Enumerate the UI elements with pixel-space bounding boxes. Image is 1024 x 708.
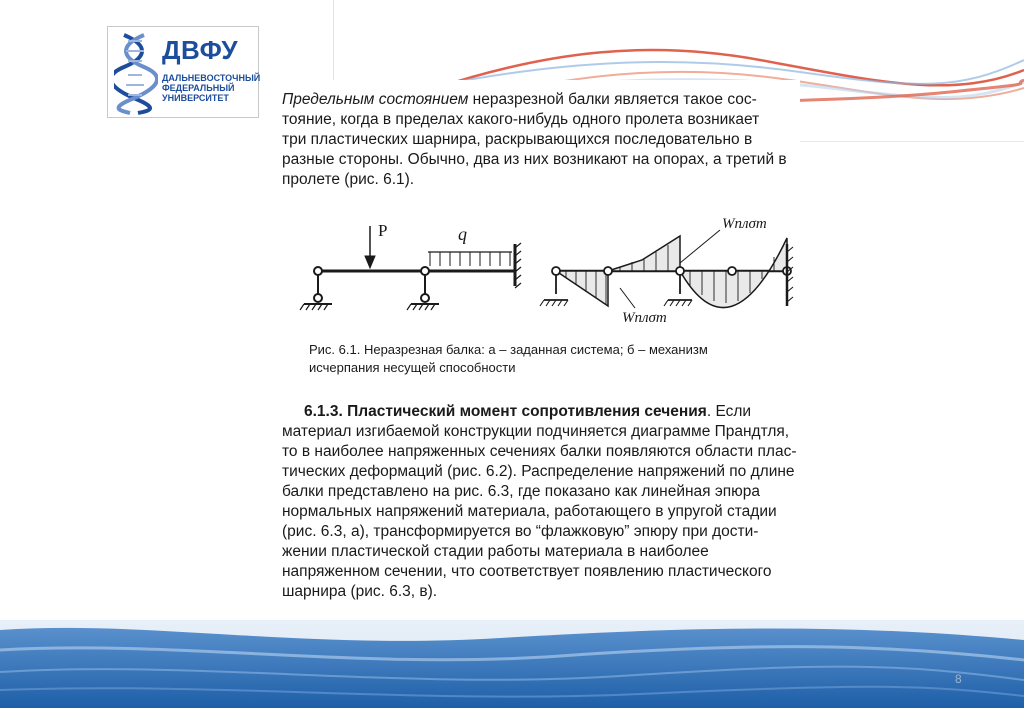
intro-line: тояние, когда в пределах какого-нибудь одного пролета возникает [282, 111, 760, 128]
intro-line: разные стороны. Обычно, два из них возникают на опорах, а третий в [282, 151, 787, 168]
logo-subtitle [162, 73, 260, 103]
caption-line: Рис. 6.1. Неразрезная балка: а – заданная система; б – механизм [309, 342, 708, 357]
university-logo [107, 26, 259, 118]
section-line: жении пластической стадии работы материала в наиболее [282, 543, 709, 560]
dna-helix-icon [114, 31, 158, 115]
intro-line-text: неразрезной балки является такое сос- [468, 91, 757, 108]
logo-subtitle-line: ФЕДЕРАЛЬНЫЙ [162, 83, 235, 93]
divider-vertical [333, 0, 334, 90]
caption-line: исчерпания несущей способности [309, 360, 516, 375]
load-label-p: P [378, 221, 388, 240]
section-line: нормальных напряжений материала, работающего в упругой стадии [282, 503, 777, 520]
section-line: балки представлено на рис. 6.3, где показано как линейная эпюра [282, 483, 761, 500]
beam-system-a [300, 226, 521, 310]
intro-paragraph [282, 90, 818, 190]
moment-label-top: Wплσт [722, 216, 767, 232]
section-line [282, 402, 818, 422]
section-line-text: . Если [706, 403, 752, 420]
intro-line: три пластических шарнира, раскрывающихся последовательно в [282, 131, 753, 148]
section-line: материал изгибаемой конструкции подчиняется диаграмме Прандтля, [282, 423, 790, 440]
mechanism-diagram-b [540, 230, 793, 308]
logo-name: ДВФУ [162, 35, 239, 65]
intro-emphasis: Предельным состоянием [282, 91, 469, 108]
section-line: тических деформаций (рис. 6.2). Распределение напряжений по длине [282, 463, 795, 480]
load-label-q: q [458, 224, 467, 244]
section-line: (рис. 6.3, а), трансформируется во “флажковую” эпюру при дости- [282, 523, 759, 540]
figure-caption [309, 341, 811, 377]
logo-subtitle-line: УНИВЕРСИТЕТ [162, 93, 229, 103]
moment-label-bottom: Wплσт [622, 310, 667, 326]
intro-line [282, 90, 818, 110]
divider-horizontal [800, 141, 1024, 142]
intro-line: пролете (рис. 6.1). [282, 171, 415, 188]
section-paragraph [282, 402, 818, 602]
page-number: 8 [955, 672, 962, 686]
footer-wave-decoration [0, 620, 1024, 708]
section-line: то в наиболее напряженных сечениях балки появляются области плас- [282, 443, 797, 460]
beam-figure [290, 208, 810, 338]
section-line: шарнира (рис. 6.3, в). [282, 583, 438, 600]
section-heading: 6.1.3. Пластический момент сопротивления сечения [304, 403, 707, 420]
logo-subtitle-line: ДАЛЬНЕВОСТОЧНЫЙ [162, 73, 261, 83]
section-line: напряженном сечении, что соответствует появлению пластического [282, 563, 772, 580]
